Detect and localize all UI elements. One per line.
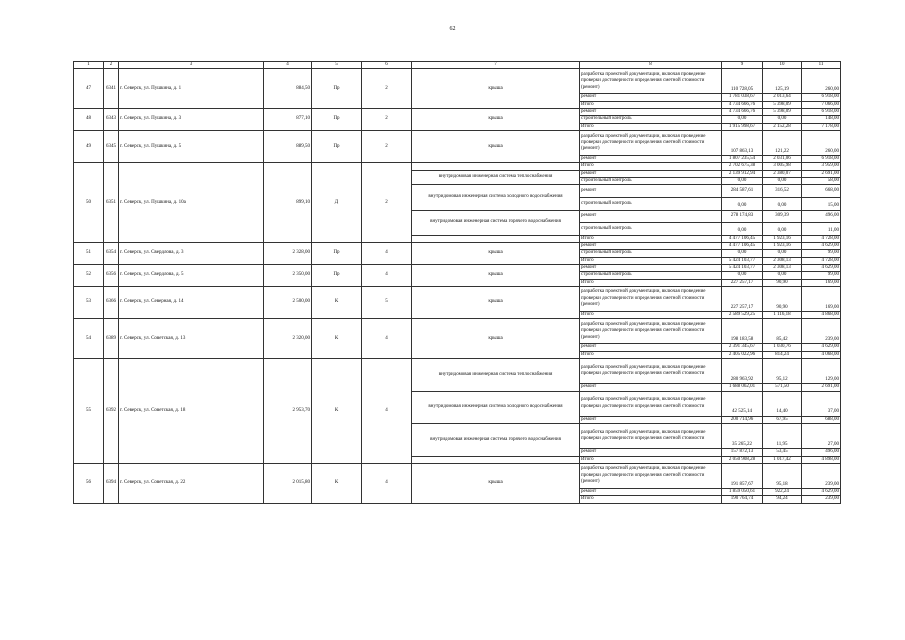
table-cell: 2 152,28 <box>763 123 802 130</box>
table-cell: 107 863,13 <box>722 130 763 155</box>
table-cell <box>412 235 580 242</box>
table-cell: 2 405 022,96 <box>722 351 763 358</box>
table-cell: крыша <box>412 319 580 359</box>
table-cell: 2 500,00 <box>264 286 312 318</box>
table-cell: 278 174,83 <box>722 210 763 223</box>
table-cell: 4 <box>362 243 412 265</box>
table-cell: 110 728,05 <box>722 69 763 94</box>
table-cell: 2 031,06 <box>763 156 802 163</box>
table-cell: 227 257,17 <box>722 279 763 286</box>
table-cell: Итого <box>580 163 722 170</box>
table-cell: ремонт <box>580 384 722 391</box>
table-cell: 6343 <box>104 109 119 131</box>
table-cell: 6 918,00 <box>802 156 841 163</box>
table-cell: 2 308,13 <box>763 257 802 264</box>
table-cell: 6354 <box>104 243 119 265</box>
table-cell: 0,00 <box>763 178 802 185</box>
table-cell: 2 589 529,25 <box>722 311 763 318</box>
table-cell: крыша <box>412 286 580 318</box>
table-cell: 7 178,00 <box>802 123 841 130</box>
table-cell: 316,52 <box>763 185 802 198</box>
table-cell: 0,00 <box>722 272 763 279</box>
table-cell: 53,45 <box>763 449 802 456</box>
table-cell: 35 265,22 <box>722 424 763 449</box>
table-cell: 2 391 345,67 <box>722 344 763 351</box>
table-cell: строительный контроль <box>580 250 722 257</box>
table-cell: Итого <box>580 456 722 463</box>
table-cell: 4 629,00 <box>802 264 841 271</box>
table-cell: Пр <box>312 130 362 162</box>
table-cell: 37,00 <box>802 391 841 416</box>
table-cell: 2 953,70 <box>264 359 312 464</box>
table-cell: 191 857,67 <box>722 463 763 488</box>
table-cell: крыша <box>412 264 580 286</box>
table-cell: Пр <box>312 243 362 265</box>
table-cell: Пр <box>312 69 362 109</box>
table-cell: 157 872,13 <box>722 449 763 456</box>
table-cell: ремонт <box>580 449 722 456</box>
table-cell: 4 734 666,76 <box>722 101 763 108</box>
header-cell: 1 <box>74 62 104 69</box>
table-cell: 2 <box>362 69 412 109</box>
table-cell: ремонт <box>580 416 722 423</box>
table-cell: 55 <box>74 359 104 464</box>
table-cell: разработка проектной документации, включая проведение проверки достоверности определения сметной стоимости (ремонт) <box>580 463 722 488</box>
table-cell: 2 380,07 <box>763 170 802 177</box>
table-cell: 6392 <box>104 359 119 464</box>
table-row <box>74 359 841 384</box>
table-cell: 260,00 <box>802 69 841 94</box>
table-cell: 11,95 <box>763 424 802 449</box>
table-cell: 0,00 <box>763 250 802 257</box>
header-cell: 8 <box>580 62 722 69</box>
table-cell: 94,24 <box>763 496 802 503</box>
table-cell: 49 <box>74 130 104 162</box>
table-cell: г. Северск, ул. Советская, д. 18 <box>119 359 264 464</box>
table-cell: 27,00 <box>802 424 841 449</box>
table-cell: 4 629,00 <box>802 243 841 250</box>
table-cell: 0,00 <box>763 223 802 236</box>
table-cell: 5 424 103,77 <box>722 257 763 264</box>
table-cell: 1 116,18 <box>763 311 802 318</box>
table-cell: 4 629,00 <box>802 344 841 351</box>
table-cell: Итого <box>580 101 722 108</box>
table-cell: строительный контроль <box>580 272 722 279</box>
table-cell: 3 959,00 <box>802 163 841 170</box>
table-cell: 1 688 062,01 <box>722 384 763 391</box>
table-cell: ремонт <box>580 489 722 496</box>
table-cell: строительный контроль <box>580 116 722 123</box>
table-cell: 280 963,92 <box>722 359 763 384</box>
table-cell: 2 013,64 <box>763 94 802 101</box>
table-cell: 571,50 <box>763 384 802 391</box>
table-cell: Итого <box>580 123 722 130</box>
table-cell: ремонт <box>580 109 722 116</box>
table-cell: 2 139 912,94 <box>722 170 763 177</box>
table-cell: 99,00 <box>802 272 841 279</box>
table-cell: 668,00 <box>802 185 841 198</box>
table-cell: 239,00 <box>802 463 841 488</box>
table-cell: 4 477 106,45 <box>722 235 763 242</box>
table-cell: крыша <box>412 463 580 503</box>
table-cell: 4 <box>362 264 412 286</box>
table-cell: внутридомовая инженерная система теплоснабжения <box>412 170 580 185</box>
table-cell: разработка проектной документации, включая проведение проверки достоверности определения сметной стоимости (ремонт) <box>580 319 722 344</box>
table-cell: 2 691,00 <box>802 384 841 391</box>
table-cell: 148,00 <box>802 116 841 123</box>
table-cell: 1 915 998,67 <box>722 123 763 130</box>
table-cell: 56 <box>74 463 104 503</box>
table-row <box>74 69 841 94</box>
table-cell: 2 350,00 <box>264 264 312 286</box>
table-cell: г. Северск, ул. Пушкина, д. 10а <box>119 163 264 243</box>
table-cell: 814,24 <box>763 351 802 358</box>
table-cell: 4 728,00 <box>802 257 841 264</box>
table-cell: 52 <box>74 264 104 286</box>
table-cell: Итого <box>580 496 722 503</box>
table-cell: 2 <box>362 163 412 243</box>
header-row <box>74 62 841 69</box>
table-cell: 54 <box>74 319 104 359</box>
table-cell: 227 257,17 <box>722 286 763 311</box>
table-cell: 90,90 <box>763 286 802 311</box>
table-cell: 877,10 <box>264 109 312 131</box>
table-cell: 496,00 <box>802 449 841 456</box>
table-cell: 1 781 038,67 <box>722 94 763 101</box>
table-row <box>74 163 841 170</box>
table-cell: Д <box>312 163 362 243</box>
table-cell: 95,18 <box>763 463 802 488</box>
table-cell: 6345 <box>104 130 119 162</box>
table-cell: 0,00 <box>722 178 763 185</box>
table-cell: крыша <box>412 130 580 162</box>
table-cell: 239,00 <box>802 496 841 503</box>
table-cell: 2 320,00 <box>264 319 312 359</box>
table-cell: разработка проектной документации, включая проведение проверки достоверности определения сметной стоимости (ремонт) <box>580 130 722 155</box>
table-cell: г. Северск, ул. Советская, д. 13 <box>119 319 264 359</box>
header-cell: 3 <box>119 62 264 69</box>
table-cell: 4 <box>362 463 412 503</box>
table-cell: 4 868,00 <box>802 311 841 318</box>
table-cell: 2 691,00 <box>802 170 841 177</box>
table-cell: 169,00 <box>802 279 841 286</box>
table-cell: 51 <box>74 243 104 265</box>
table-cell: 239,00 <box>802 319 841 344</box>
table-cell: 4 734 666,76 <box>722 109 763 116</box>
table-cell <box>412 456 580 463</box>
table-cell: 47 <box>74 69 104 109</box>
table-cell: 2 702 675,38 <box>722 163 763 170</box>
table-cell: 5 424 103,77 <box>722 264 763 271</box>
table-cell: ремонт <box>580 156 722 163</box>
table-cell: 1 017,42 <box>763 456 802 463</box>
table-cell: Пр <box>312 264 362 286</box>
table-cell: 99,00 <box>802 250 841 257</box>
table-cell: 922,24 <box>763 489 802 496</box>
table-cell: внутридомовая инженерная система холодного водоснабжения <box>412 391 580 423</box>
table-cell: внутридомовая инженерная система холодного водоснабжения <box>412 185 580 210</box>
table-cell: 67,95 <box>763 416 802 423</box>
table-cell: внутридомовая инженерная система горячего водоснабжения <box>412 210 580 235</box>
table-cell: 14,40 <box>763 391 802 416</box>
table-cell: разработка проектной документации, включая проведение проверки достоверности определения сметной стоимости <box>580 391 722 416</box>
table-cell: 899,10 <box>264 163 312 243</box>
table-cell: К <box>312 286 362 318</box>
table-cell: Итого <box>580 351 722 358</box>
table-cell: 6389 <box>104 319 119 359</box>
table-cell: ремонт <box>580 344 722 351</box>
table-row <box>74 109 841 116</box>
table-row <box>74 243 841 250</box>
table-cell: ремонт <box>580 94 722 101</box>
table-cell: 0,00 <box>722 197 763 210</box>
table-cell: 5 <box>362 286 412 318</box>
table-cell: ремонт <box>580 264 722 271</box>
table-cell: 6341 <box>104 69 119 109</box>
table-cell: К <box>312 359 362 464</box>
header-cell: 11 <box>802 62 841 69</box>
table-cell: 85,42 <box>763 319 802 344</box>
header-cell: 7 <box>412 62 580 69</box>
table-cell: 95,12 <box>763 359 802 384</box>
table-cell: 4 477 106,45 <box>722 243 763 250</box>
table-cell: 2 308,13 <box>763 264 802 271</box>
table-cell: 889,50 <box>264 130 312 162</box>
table-cell: 1 030,76 <box>763 344 802 351</box>
table-cell: 2 328,00 <box>264 243 312 265</box>
table-cell: 5 398,09 <box>763 109 802 116</box>
header-cell: 9 <box>722 62 763 69</box>
table-cell: 0,00 <box>763 116 802 123</box>
header-cell: 6 <box>362 62 412 69</box>
table-cell: 11,00 <box>802 223 841 236</box>
table-row <box>74 463 841 488</box>
table-row <box>74 130 841 155</box>
table-cell: строительный контроль <box>580 178 722 185</box>
table-cell <box>412 163 580 170</box>
table-cell: г. Северск, ул. Советская, д. 22 <box>119 463 264 503</box>
table-cell: Итого <box>580 279 722 286</box>
table-row <box>74 264 841 271</box>
table-cell: строительный контроль <box>580 197 722 210</box>
table-cell: г. Северск, ул. Пушкина, д. 1 <box>119 69 264 109</box>
header-cell: 2 <box>104 62 119 69</box>
table-cell: 0,00 <box>722 223 763 236</box>
table-cell: 121,22 <box>763 130 802 155</box>
table-cell: 53 <box>74 286 104 318</box>
table-cell: ремонт <box>580 170 722 177</box>
table-cell: 5 398,09 <box>763 101 802 108</box>
table-cell: 3 005,98 <box>763 163 802 170</box>
table-cell: Итого <box>580 235 722 242</box>
table-cell: К <box>312 319 362 359</box>
table-cell: 2 <box>362 109 412 131</box>
table-cell: разработка проектной документации, включая проведение проверки достоверности определения сметной стоимости <box>580 359 722 384</box>
table-cell: 0,00 <box>763 272 802 279</box>
table-cell: 50 <box>74 163 104 243</box>
table-cell: 169,00 <box>802 286 841 311</box>
table-cell: крыша <box>412 69 580 109</box>
table-cell: 6351 <box>104 163 119 243</box>
table-cell: разработка проектной документации, включая проведение проверки достоверности определения сметной стоимости (ремонт) <box>580 286 722 311</box>
table-cell: 90,90 <box>763 279 802 286</box>
table-cell: 58,00 <box>802 178 841 185</box>
table-cell: 2 050 908,28 <box>722 456 763 463</box>
table-cell: Итого <box>580 311 722 318</box>
table-row <box>74 286 841 311</box>
table-cell: г. Северск, ул. Пушкина, д. 5 <box>119 130 264 162</box>
table-cell: ремонт <box>580 210 722 223</box>
table-cell: 4 898,00 <box>802 456 841 463</box>
table-cell: 6366 <box>104 286 119 318</box>
table-cell: 496,00 <box>802 210 841 223</box>
page-number: 62 <box>449 26 456 32</box>
table-cell: 1 859 050,61 <box>722 489 763 496</box>
table-cell: 1 807 235,54 <box>722 156 763 163</box>
table-cell: 6356 <box>104 264 119 286</box>
header-cell: 4 <box>264 62 312 69</box>
table-cell: 48 <box>74 109 104 131</box>
table-cell: крыша <box>412 243 580 265</box>
table-cell: 129,00 <box>802 359 841 384</box>
table-cell: 309,39 <box>763 210 802 223</box>
table-cell: 0,00 <box>763 197 802 210</box>
table-cell: 6 918,00 <box>802 94 841 101</box>
table-cell: 4 <box>362 319 412 359</box>
table-cell: 4 068,00 <box>802 351 841 358</box>
table-cell: крыша <box>412 109 580 131</box>
table-cell: 42 525,14 <box>722 391 763 416</box>
table-cell: внутридомовая инженерная система горячего водоснабжения <box>412 424 580 456</box>
table-cell: 6394 <box>104 463 119 503</box>
table-cell: Итого <box>580 257 722 264</box>
table-row <box>74 319 841 344</box>
table-cell: 284 587,61 <box>722 185 763 198</box>
table-cell: 125,19 <box>763 69 802 94</box>
table-cell: 884,50 <box>264 69 312 109</box>
header-cell: 10 <box>763 62 802 69</box>
table-cell: разработка проектной документации, включая проведение проверки достоверности определения сметной стоимости (ремонт) <box>580 69 722 94</box>
table-cell: г. Северск, ул. Свердлова, д. 5 <box>119 264 264 286</box>
table-cell: ремонт <box>580 185 722 198</box>
table-cell: 200 714,96 <box>722 416 763 423</box>
table-cell: 2 015,80 <box>264 463 312 503</box>
header-cell: 5 <box>312 62 362 69</box>
table-cell: 4 728,00 <box>802 235 841 242</box>
table-cell: К <box>312 463 362 503</box>
table-cell: г. Северск, ул. Пушкина, д. 3 <box>119 109 264 131</box>
table-cell: 2 <box>362 130 412 162</box>
table-cell: 4 <box>362 359 412 464</box>
table-cell: разработка проектной документации, включая проведение проверки достоверности определения сметной стоимости <box>580 424 722 449</box>
table-cell: 6 918,00 <box>802 109 841 116</box>
table-cell: 190 764,74 <box>722 496 763 503</box>
repair-program-table <box>73 61 841 504</box>
table-cell: 15,00 <box>802 197 841 210</box>
table-cell: 198 183,58 <box>722 319 763 344</box>
table-cell: г. Северск, ул. Свердлова, д. 3 <box>119 243 264 265</box>
table-cell: Пр <box>312 109 362 131</box>
table-cell: строительный контроль <box>580 223 722 236</box>
table-cell: внутридомовая инженерная система теплоснабжения <box>412 359 580 391</box>
table-cell: 0,00 <box>722 116 763 123</box>
table-cell: 7 066,00 <box>802 101 841 108</box>
table-cell: 1 923,16 <box>763 243 802 250</box>
table-cell: 260,00 <box>802 130 841 155</box>
table-cell: 688,00 <box>802 416 841 423</box>
table-cell: 1 923,16 <box>763 235 802 242</box>
table-cell: ремонт <box>580 243 722 250</box>
table-cell: 4 629,00 <box>802 489 841 496</box>
table-cell: г. Северск, ул. Северная, д. 14 <box>119 286 264 318</box>
table-cell: 0,00 <box>722 250 763 257</box>
